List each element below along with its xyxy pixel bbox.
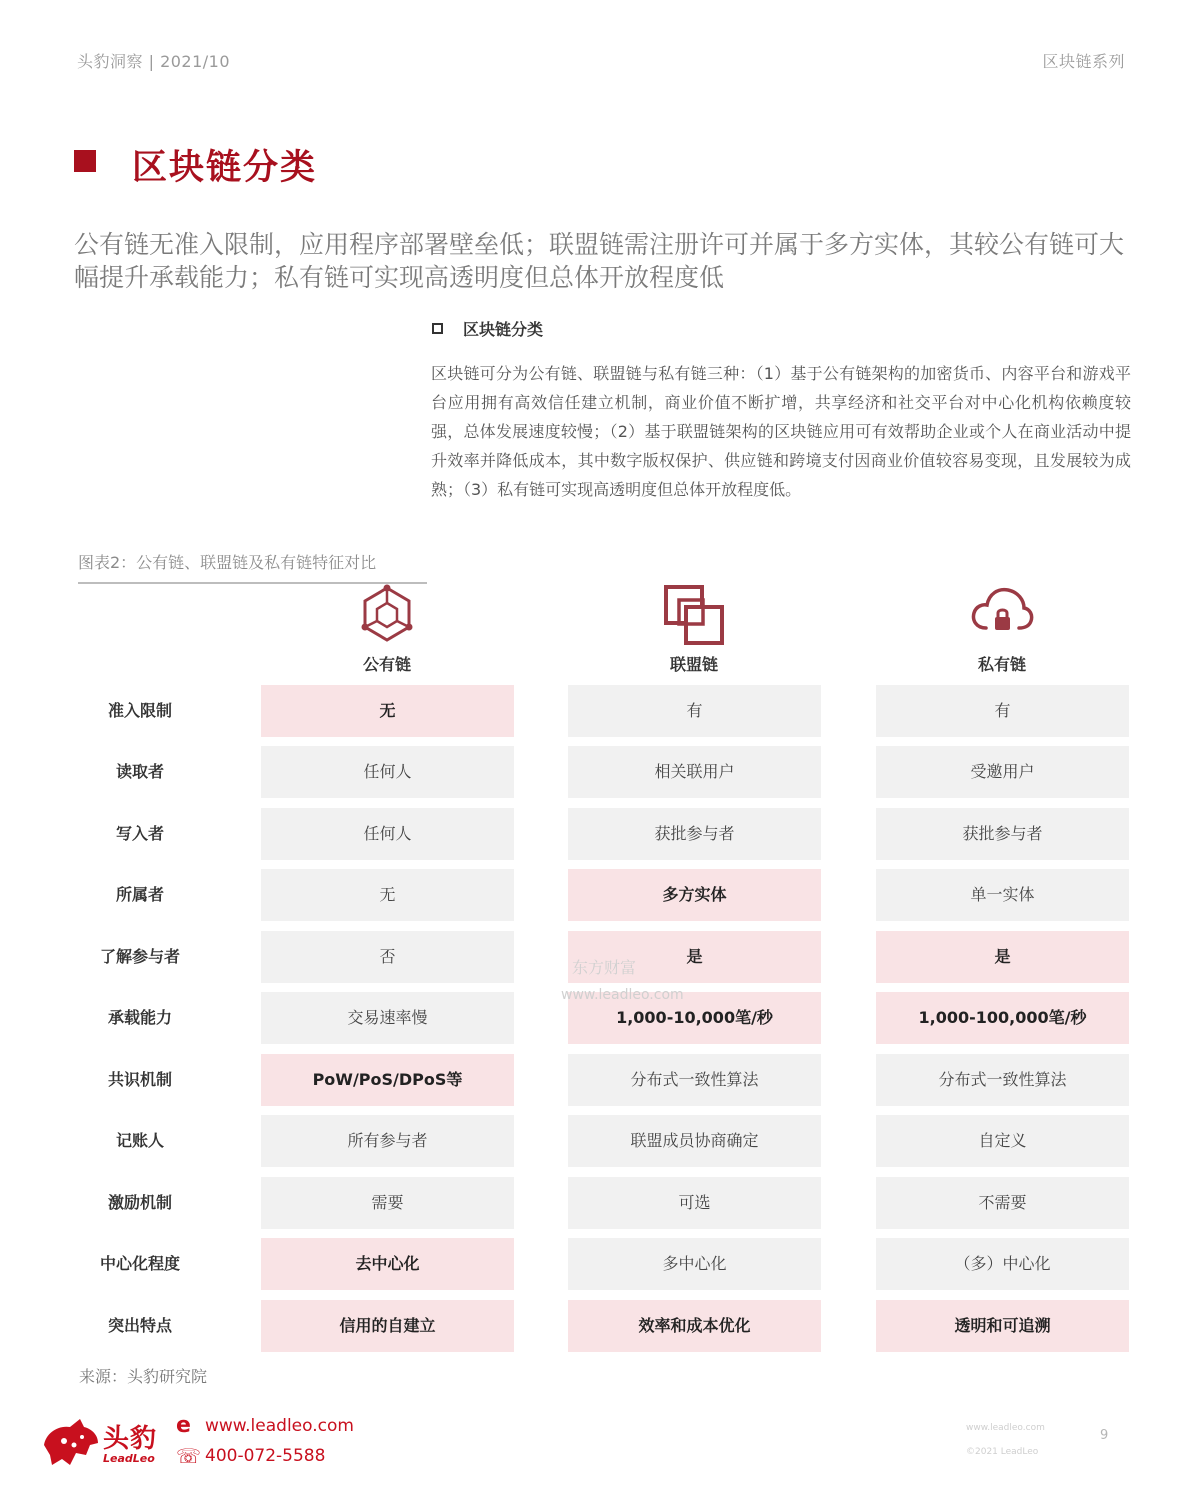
- table-cell: 是: [876, 931, 1129, 983]
- table-cell: 有: [568, 685, 821, 737]
- row-label: 突出特点: [107, 1316, 172, 1335]
- table-cell: 联盟成员协商确定: [568, 1115, 821, 1167]
- checkbox-square-icon: [432, 323, 443, 334]
- row-label: 激励机制: [107, 1193, 172, 1212]
- row-label: 记账人: [115, 1131, 164, 1150]
- page-title: 区块链分类: [132, 148, 318, 188]
- table-cell: 1,000-100,000笔/秒: [876, 992, 1129, 1044]
- table-cell: 需要: [261, 1177, 514, 1229]
- table-cell: 是: [568, 931, 821, 983]
- figure-source: 来源：头豹研究院: [79, 1367, 208, 1386]
- table-cell: 否: [261, 931, 514, 983]
- overlapping-squares-icon: [567, 584, 821, 646]
- row-label: 所属者: [115, 885, 164, 904]
- column-head-private: 私有链: [977, 655, 1026, 674]
- table-cell: 无: [261, 869, 514, 921]
- title-square-icon: [74, 150, 96, 172]
- row-label: 了解参与者: [99, 947, 180, 966]
- footer-phone: 400-072-5588: [205, 1446, 326, 1466]
- page-number: 9: [1100, 1428, 1109, 1443]
- section-body: 区块链可分为公有链、联盟链与私有链三种：（1）基于公有链架构的加密货币、内容平台和游戏平台应用拥有高效信任建立机制，商业价值不断扩增，共享经济和社交平台对中心化机构依赖度较强，总体发展速度较慢；（2）基于联盟链架构的区块链应用可有效帮助企业或个人在商业活动中提升效率并降低成本，其中数字版权保护、供应链和跨境支付因商业价值较容易变现，且发展较为成熟；（3）私有链可实现高透明度但总体开放程度低。: [431, 364, 1131, 499]
- column-head-public: 公有链: [362, 655, 411, 674]
- section-heading: [432, 317, 543, 340]
- row-label: 读取者: [115, 762, 164, 781]
- table-cell: 效率和成本优化: [568, 1300, 821, 1352]
- row-label: 写入者: [115, 824, 164, 843]
- row-label: 共识机制: [107, 1070, 172, 1089]
- table-cell: 分布式一致性算法: [568, 1054, 821, 1106]
- table-cell: 单一实体: [876, 869, 1129, 921]
- table-cell: 多中心化: [568, 1238, 821, 1290]
- table-cell: 1,000-10,000笔/秒: [568, 992, 821, 1044]
- web-e-icon: e: [176, 1413, 191, 1438]
- page-subtitle: 公有链无准入限制，应用程序部署壁垒低；联盟链需注册许可并属于多方实体，其较公有链可大幅提升承载能力；私有链可实现高透明度但总体开放程度低: [74, 230, 1125, 292]
- table-cell: 相关联用户: [568, 746, 821, 798]
- figure-caption: 图表2：公有链、联盟链及私有链特征对比: [78, 550, 427, 584]
- table-cell: 交易速率慢: [261, 992, 514, 1044]
- table-cell: 不需要: [876, 1177, 1129, 1229]
- table-cell: 信用的自建立: [261, 1300, 514, 1352]
- footer-website[interactable]: www.leadleo.com: [205, 1416, 354, 1436]
- footer-small-site: www.leadleo.com: [966, 1423, 1045, 1433]
- table-cell: 分布式一致性算法: [876, 1054, 1129, 1106]
- table-cell: 自定义: [876, 1115, 1129, 1167]
- table-cell: 多方实体: [568, 869, 821, 921]
- row-label: 中心化程度: [99, 1254, 180, 1273]
- table-cell: PoW/PoS/DPoS等: [261, 1054, 514, 1106]
- table-cell: 任何人: [261, 746, 514, 798]
- column-head-consortium: 联盟链: [669, 655, 718, 674]
- watermark-url: www.leadleo.com: [561, 987, 684, 1003]
- header-right: 区块链系列: [1042, 52, 1125, 71]
- phone-icon: ☏: [176, 1444, 202, 1468]
- footer-copyright: ©2021 LeadLeo: [966, 1447, 1039, 1457]
- table-cell: 去中心化: [261, 1238, 514, 1290]
- table-cell: 可选: [568, 1177, 821, 1229]
- watermark-brand: 东方财富: [572, 958, 637, 977]
- table-cell: 有: [876, 685, 1129, 737]
- header-left: 头豹洞察 | 2021/10: [77, 52, 231, 71]
- table-cell: 所有参与者: [261, 1115, 514, 1167]
- leopard-logo-icon: [40, 1415, 102, 1475]
- table-cell: 透明和可追溯: [876, 1300, 1129, 1352]
- table-cell: 获批参与者: [876, 808, 1129, 860]
- table-cell: 获批参与者: [568, 808, 821, 860]
- table-cell: 任何人: [261, 808, 514, 860]
- table-cell: （多）中心化: [876, 1238, 1129, 1290]
- cloud-lock-icon: [875, 584, 1129, 646]
- logo-text-cn: 头豹: [103, 1424, 158, 1454]
- row-label: 承载能力: [107, 1008, 172, 1027]
- logo-text-en: LeadLeo: [103, 1452, 155, 1465]
- table-cell: 无: [261, 685, 514, 737]
- section-heading-text: 区块链分类: [463, 320, 544, 339]
- table-cell: 受邀用户: [876, 746, 1129, 798]
- row-label: 准入限制: [107, 701, 172, 720]
- hexagon-network-icon: [260, 584, 514, 646]
